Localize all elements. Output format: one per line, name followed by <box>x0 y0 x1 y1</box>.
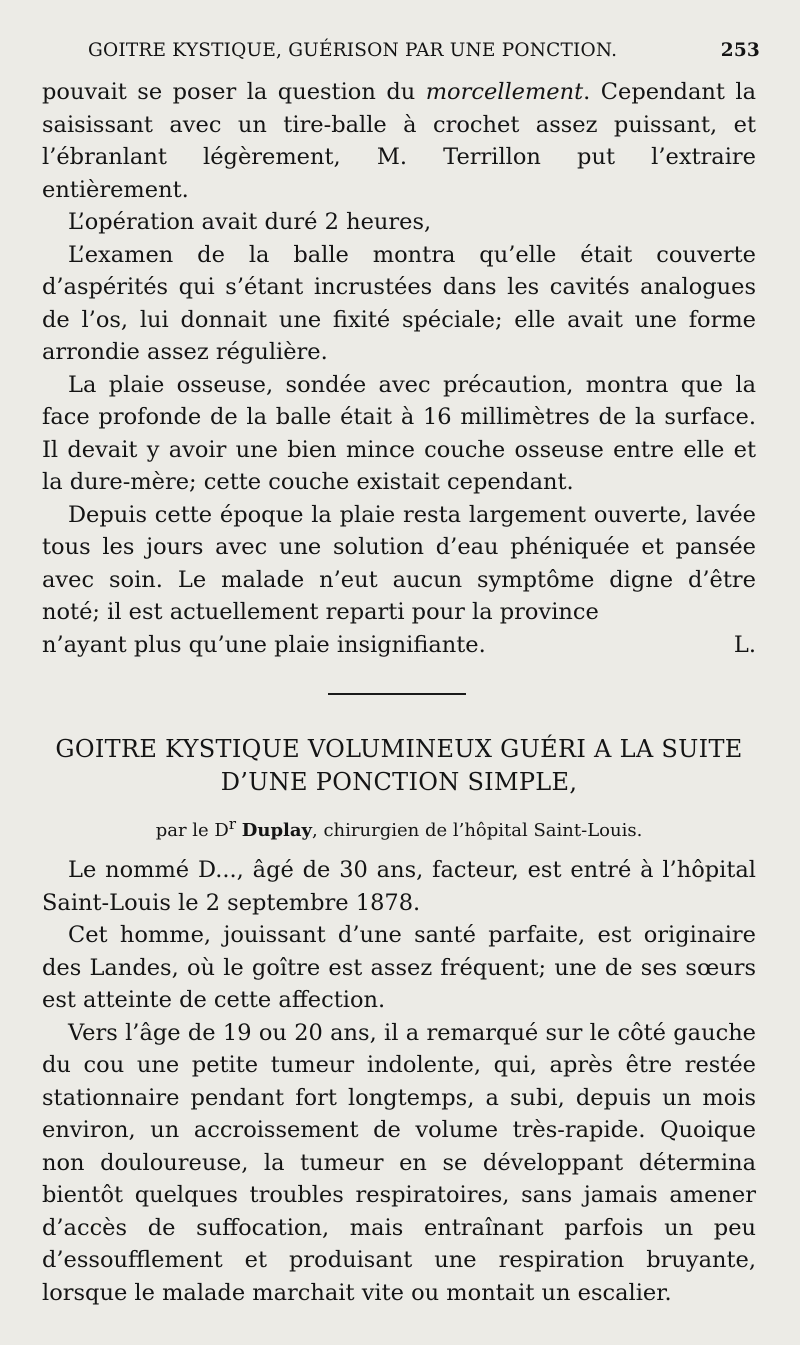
paragraph-duration: L’opération avait duré 2 heures, <box>68 209 432 235</box>
section-divider <box>328 693 466 695</box>
final-line-text: n’ayant plus qu’une plaie insignifiante. <box>42 631 486 658</box>
article-byline: par le $D^r$ Duplay, chirurgien de l’hôpital Saint-Louis. <box>155 815 643 841</box>
paragraph-follow-up: Depuis cette époque la plaie resta largement ouverte, lavée tous les jours avec une solution d’eau phéniquée et pansée avec soin. Le malade n’eut aucun symptôme digne d’être noté; il est actuellement reparti pour la province <box>42 501 756 625</box>
italic-term: morcellement <box>425 79 584 105</box>
running-title: GOITRE KYSTIQUE, GUÉRISON PAR UNE PONCTION. <box>88 40 618 61</box>
paragraph-final-line <box>42 629 756 662</box>
paragraph-morcellement: pouvait se poser la question du morcellement. Cependant la saisissant avec un tire-balle à crochet assez puissant, et l’ébranlant légèrement, M. Terrillon put l’extraire entièrement. <box>42 79 756 203</box>
article-continuation <box>42 76 756 661</box>
paragraph-patient-intro: Le nommé D..., âgé de 30 ans, facteur, est entré à l’hôpital Saint-Louis le 2 septembre 1878. <box>42 857 756 916</box>
article-title-line-1: GOITRE KYSTIQUE VOLUMINEUX GUÉRI A LA SUITE <box>55 735 743 763</box>
paragraph-patient-history: Cet homme, jouissant d’une santé parfaite, est originaire des Landes, où le goître est assez fréquent; une de ses sœurs est atteinte de cette affection. <box>42 922 756 1013</box>
paragraph-bone-wound: La plaie osseuse, sondée avec précaution, montra que la face profonde de la balle était à 16 millimètres de la surface. Il devait y avoir une bien mince couche osseuse entre elle et la dure-mère; cette couche existait cependant. <box>42 371 756 495</box>
page-number: 253 <box>720 40 760 61</box>
running-header <box>88 40 760 61</box>
paragraph-bullet-exam: L’examen de la balle montra qu’elle était couverte d’aspérités qui s’étant incrustées dans les cavités analogues de l’os, lui donnait une fixité spéciale; elle avait une forme arrondie assez régulière. <box>42 241 756 365</box>
article-body <box>42 854 756 1309</box>
paragraph-tumor-description: Vers l’âge de 19 ou 20 ans, il a remarqué sur le côté gauche du cou une petite tumeur indolente, qui, après être restée stationnaire pendant fort longtemps, a subi, depuis un mois environ, un accroissement de volume très-rapide. Quoique non douloureuse, la tumeur en se développant détermina bientôt quelques troubles respiratoires, sans jamais amener d’accès de suffocation, mais entraînant parfois un peu d’essoufflement et produisant une respiration bruyante, lorsque le malade marchait vite ou montait un escalier. <box>42 1019 756 1306</box>
article-title-line-2: D’UNE PONCTION SIMPLE, <box>220 768 578 796</box>
author-signature: L. <box>733 631 756 658</box>
author-name: Duplay <box>241 820 313 841</box>
